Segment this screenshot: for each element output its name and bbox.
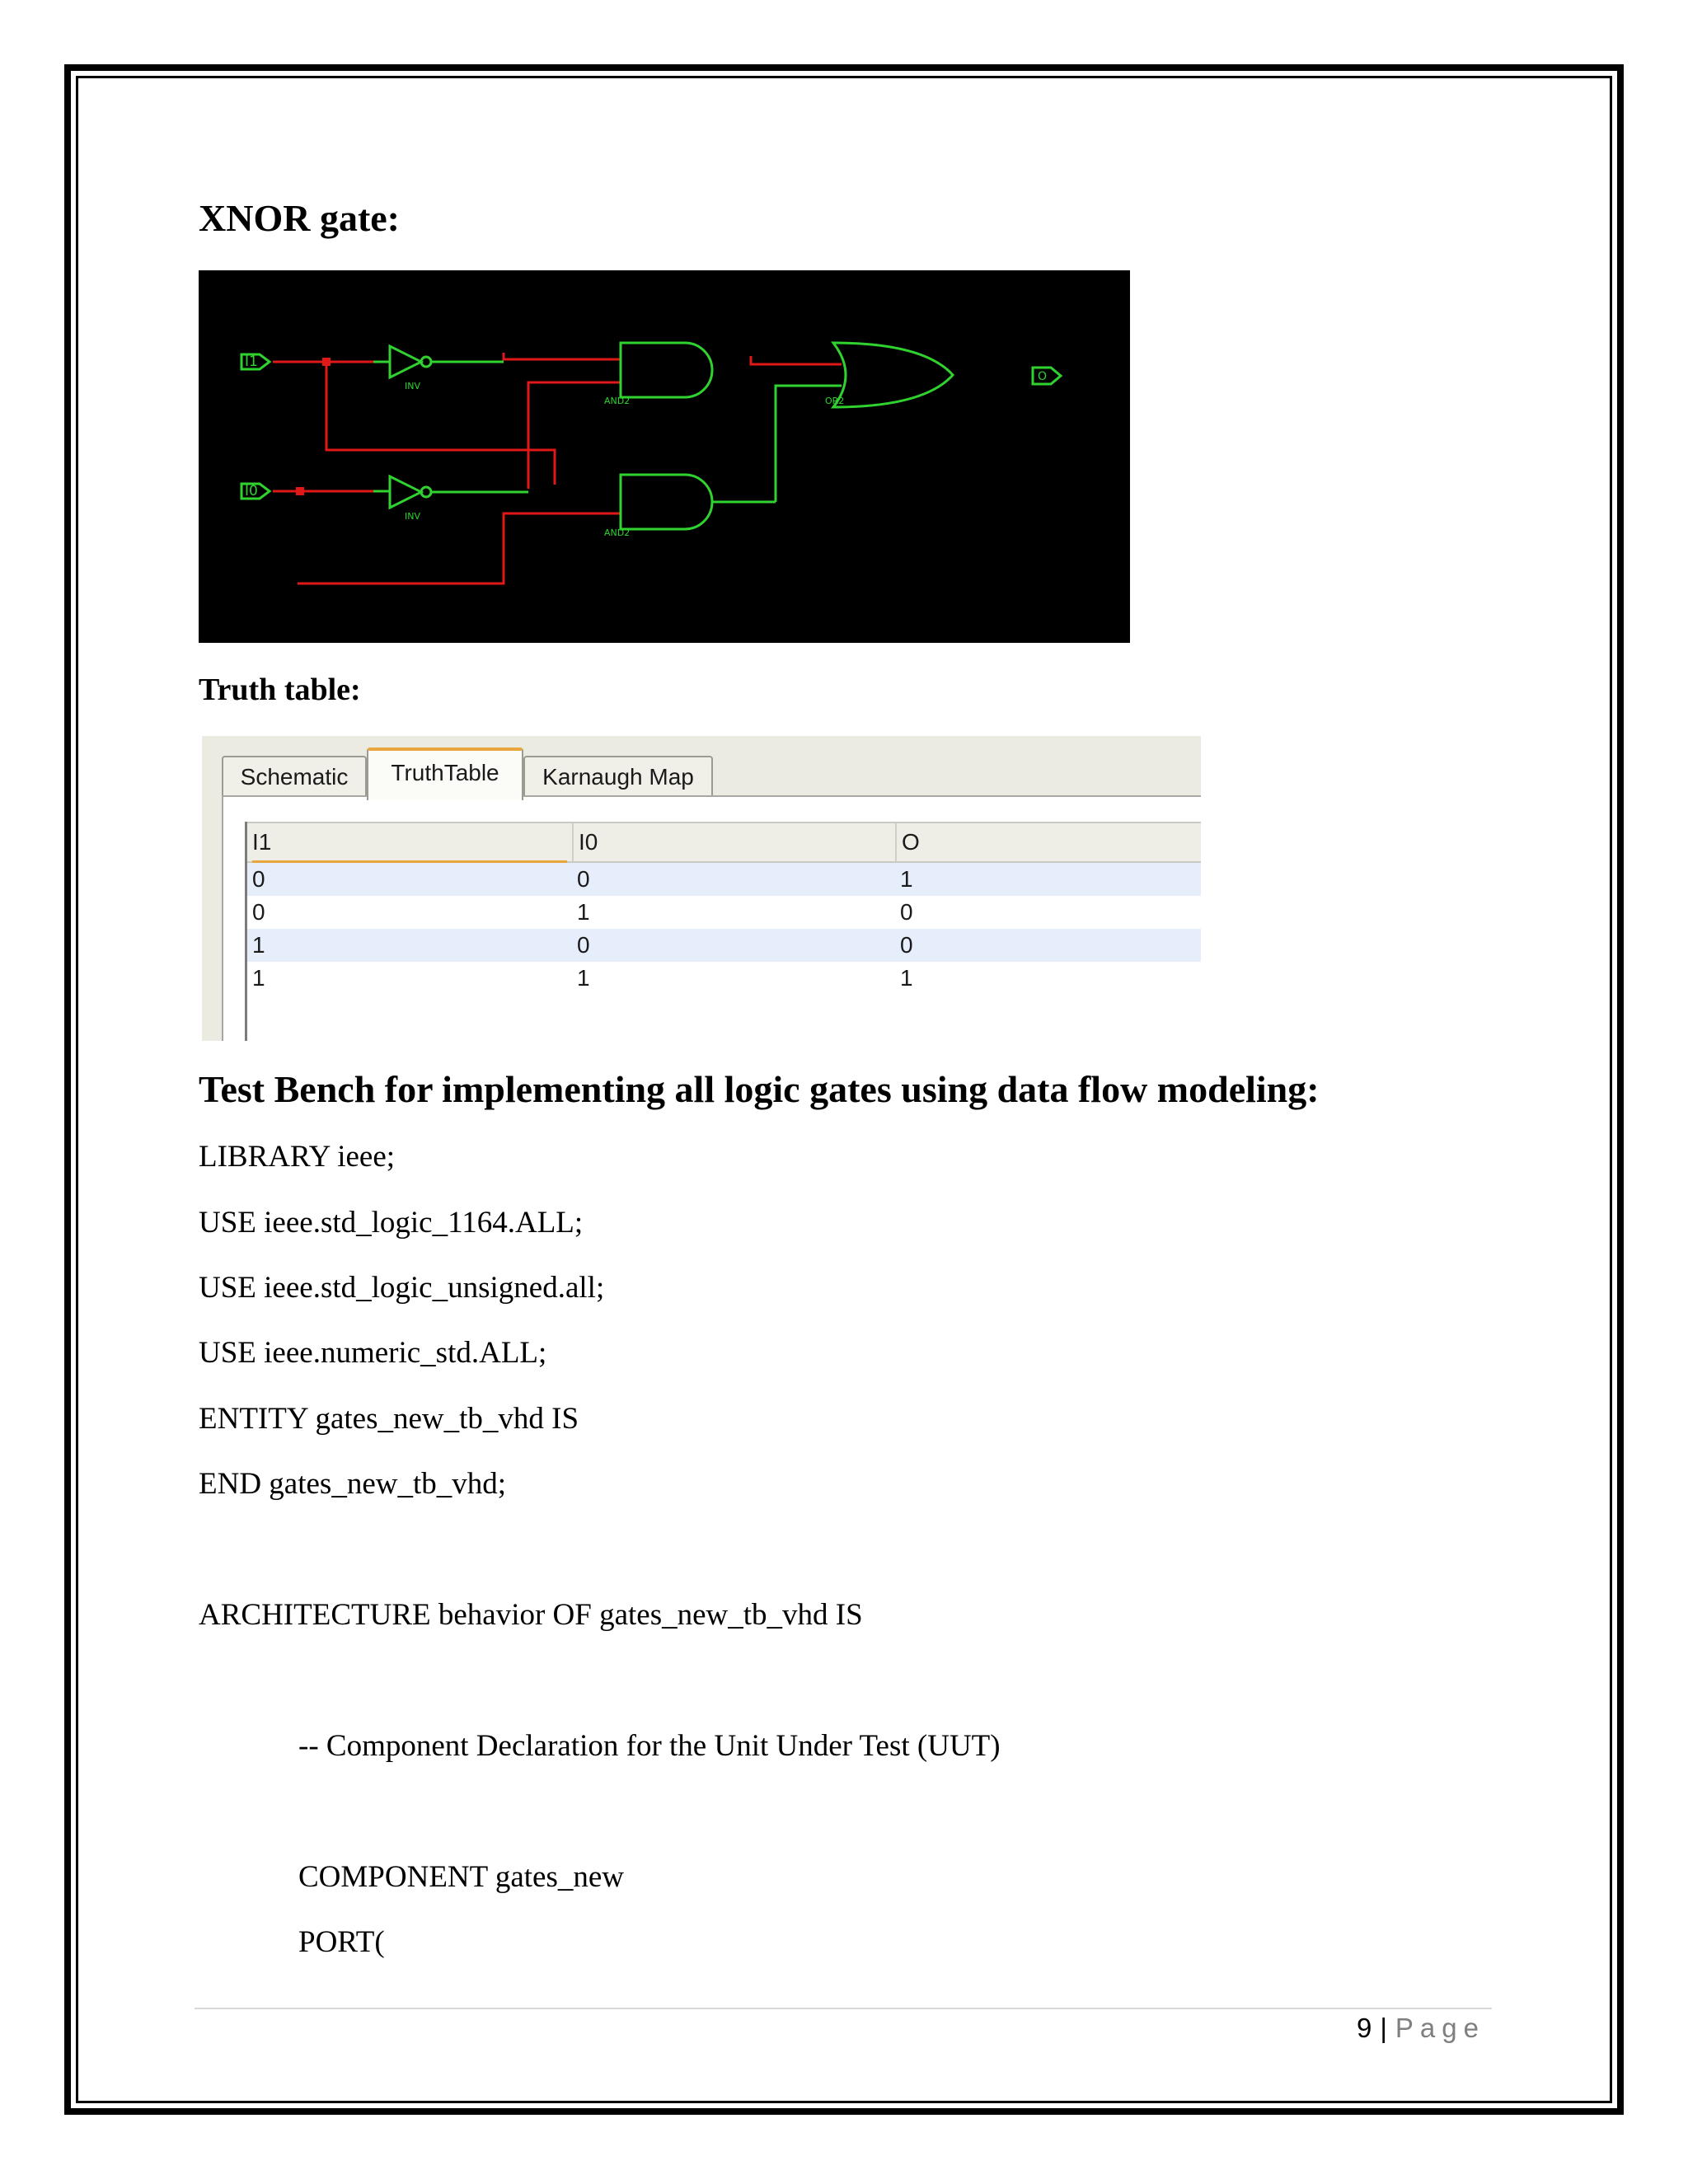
cell-o: 1 [900,866,913,892]
column-header-i1[interactable]: I1 [247,823,572,861]
cell-i1: 1 [252,965,265,991]
cell-i1: 1 [252,932,265,958]
code-line: END gates_new_tb_vhd; [199,1467,507,1501]
cell-o: 1 [900,965,913,991]
table-row[interactable] [247,962,1201,995]
schematic-wires-red [273,353,845,583]
gate-label-inv-2: INV [405,511,420,522]
cell-i0: 0 [577,932,590,958]
grid-header [247,822,1201,863]
schematic-gates-green [241,343,1061,529]
code-line: LIBRARY ieee; [199,1140,396,1174]
code-line: USE ieee.std_logic_1164.ALL; [199,1206,584,1240]
test-bench-heading: Test Bench for implementing all logic gates using data flow modeling: [199,1068,1320,1110]
page-word: Page [1395,2013,1485,2043]
code-line: ENTITY gates_new_tb_vhd IS [199,1402,579,1436]
code-line: COMPONENT gates_new [298,1860,624,1894]
table-row[interactable] [247,929,1201,962]
truth-table-grid [245,822,1201,1041]
page-number-value: 9 [1356,2013,1372,2043]
tab-truthtable[interactable]: TruthTable [367,748,523,800]
cell-i0: 0 [577,866,590,892]
gate-label-or: OR2 [825,396,845,406]
cell-i0: 1 [577,899,590,925]
footer-divider [195,2008,1492,2009]
gate-label-and-1: AND2 [604,396,631,406]
xnor-gate-heading: XNOR gate: [199,197,400,239]
truth-table-heading: Truth table: [199,673,361,707]
page-number-separator: | [1380,2013,1387,2043]
cell-i0: 1 [577,965,590,991]
code-comment-line: -- Component Declaration for the Unit Under Test (UUT) [298,1729,1001,1763]
tab-karnaugh-map[interactable]: Karnaugh Map [523,756,713,799]
tab-schematic[interactable]: Schematic [222,756,367,799]
tab-content [222,795,1201,1041]
port-label-o: O [1038,370,1048,383]
xnor-schematic [199,270,1130,643]
code-line: ARCHITECTURE behavior OF gates_new_tb_vhd IS [199,1598,863,1632]
code-line: USE ieee.numeric_std.ALL; [199,1336,547,1370]
table-row[interactable] [247,896,1201,929]
column-header-o[interactable]: O [895,823,1201,861]
gate-label-inv-1: INV [405,381,420,391]
cell-o: 0 [900,899,913,925]
table-row[interactable] [247,863,1201,896]
gate-label-and-2: AND2 [604,527,631,538]
cell-i1: 0 [252,866,265,892]
page-number [1357,2013,1485,2044]
truth-table-panel [202,736,1201,1041]
port-label-i1: I1 [245,354,258,370]
code-line: PORT( [298,1925,385,1959]
cell-i1: 0 [252,899,265,925]
column-header-i0[interactable]: I0 [572,823,895,861]
cell-o: 0 [900,932,913,958]
port-label-i0: I0 [245,483,258,499]
code-line: USE ieee.std_logic_unsigned.all; [199,1271,605,1305]
